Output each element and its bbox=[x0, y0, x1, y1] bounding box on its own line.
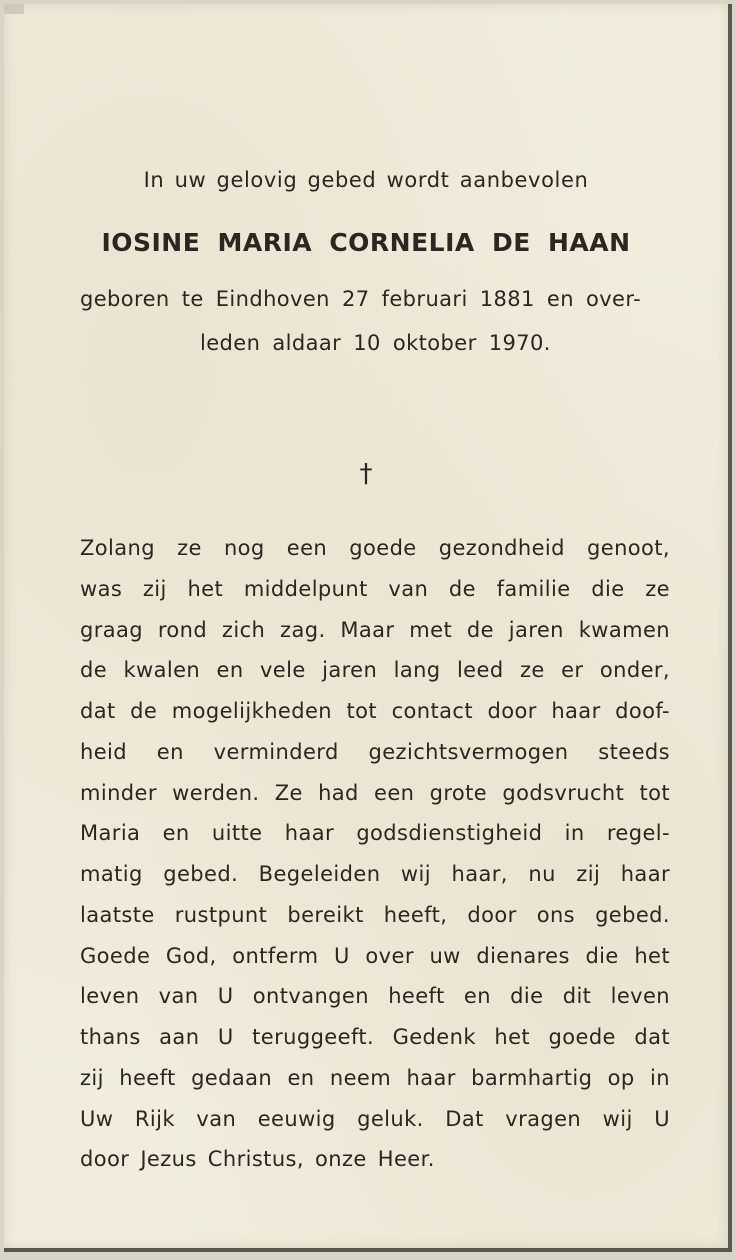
torn-corner bbox=[4, 4, 24, 14]
text-line: Goede God, ontferm U over uw dienares die het bbox=[80, 943, 670, 968]
text-line: leven van U ontvangen heeft en die dit leven bbox=[80, 984, 670, 1009]
text-line: was zij het middelpunt van de familie die ze bbox=[80, 576, 670, 601]
text-line: Uw Rijk van eeuwig geluk. Dat vragen wij U bbox=[80, 1106, 670, 1131]
birth-death-line-1: geboren te Eindhoven 27 februari 1881 en over- bbox=[80, 287, 642, 311]
text-line: Zolang ze nog een goede gezondheid genoot, bbox=[80, 536, 670, 560]
text-line: Maria en uitte haar godsdienstigheid in regel- bbox=[80, 821, 670, 846]
memorial-card bbox=[4, 4, 732, 1252]
birth-death-line-2: leden aldaar 10 oktober 1970. bbox=[200, 331, 551, 355]
text-line: de kwalen en vele jaren lang leed ze er onder, bbox=[80, 658, 670, 683]
text-line: graag rond zich zag. Maar met de jaren kwamen bbox=[80, 617, 670, 642]
text-line: dat de mogelijkheden tot contact door haar doof- bbox=[80, 699, 670, 723]
text-line: matig gebed. Begeleiden wij haar, nu zij haar bbox=[80, 862, 670, 886]
text-line: door Jezus Christus, onze Heer. bbox=[80, 1147, 435, 1172]
text-line: minder werden. Ze had een grote godsvrucht tot bbox=[80, 780, 670, 805]
cross-icon: † bbox=[359, 459, 373, 489]
text-line: zij heeft gedaan en neem haar barmhartig op in bbox=[80, 1065, 670, 1090]
text-line: laatste rustpunt bereikt heeft, door ons gebed. bbox=[80, 902, 670, 927]
memorial-text bbox=[80, 536, 670, 1188]
text-line: thans aan U teruggeeft. Gedenk het goede dat bbox=[80, 1025, 670, 1049]
text-line: heid en verminderd gezichtsvermogen steeds bbox=[80, 739, 670, 764]
deceased-name: IOSINE MARIA CORNELIA DE HAAN bbox=[101, 228, 631, 257]
intro-line: In uw gelovig gebed wordt aanbevolen bbox=[143, 168, 589, 192]
